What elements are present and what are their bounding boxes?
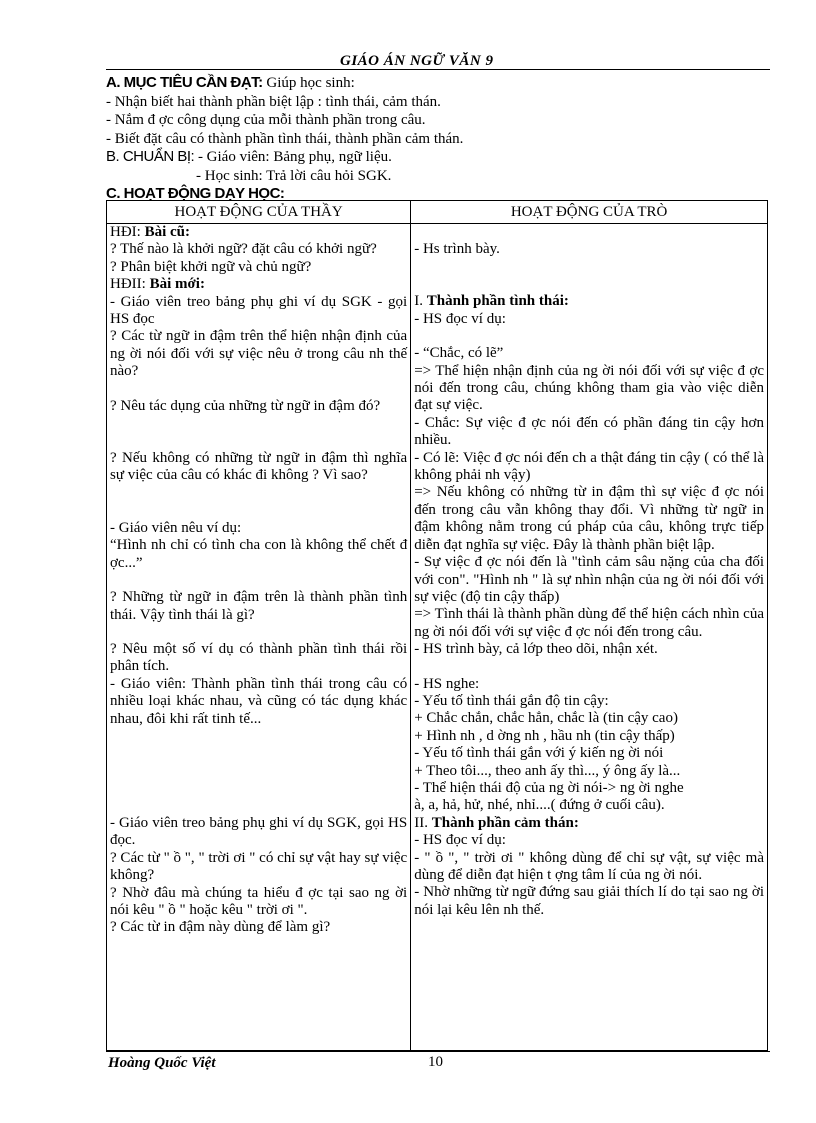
teacher-question: ? Nêu tác dụng của những từ ngữ in đậm đó?	[110, 397, 381, 414]
student-response: => Thể hiện nhận định của ng ời nói đối với sự việc đ ợc nói đến trong câu, chúng không tham gia vào việc diễn đạt sự việc.	[414, 362, 764, 414]
teacher-question: ? Nếu không có những từ ngữ in đậm thì nghĩa sự việc của câu có khác đi không ? Vì sao?	[110, 450, 408, 484]
preparation-teacher: - Giáo viên: Bảng phụ, ngữ liệu.	[197, 149, 392, 165]
table-header-row	[107, 201, 768, 224]
table-body-row	[107, 224, 768, 1051]
student-response: => Tình thái là thành phần dùng để thể hiện cách nhìn của ng ời nói đối với sự việc đ ợc nói đến trong câu.	[414, 606, 764, 640]
teacher-question: ? Thế nào là khởi ngữ? đặt câu có khởi ngữ?	[110, 241, 377, 258]
objectives-line	[106, 74, 770, 93]
footer-author: Hoàng Quốc Việt	[108, 1055, 216, 1071]
objectives-heading: A. MỤC TIÊU CẦN ĐẠT:	[106, 74, 263, 91]
student-response: - “Chắc, có lẽ”	[414, 345, 504, 362]
preparation-heading: B. CHUẨN BỊ:	[106, 148, 195, 165]
objectives-text: Giúp học sinh:	[266, 75, 355, 91]
teacher-column	[107, 224, 411, 1051]
teacher-question: ? Nêu một số ví dụ có thành phần tình thái rồi phân tích.	[110, 640, 408, 675]
teacher-question: ? Những từ ngữ in đậm trên là thành phần tình thái. Vậy tình thái là gì?	[110, 589, 408, 623]
student-column	[411, 224, 768, 1051]
header-rule	[106, 69, 770, 70]
student-response: - Thể hiện thái độ của ng ời nói-> ng ời nghe	[414, 779, 684, 796]
student-response: + Chắc chắn, chắc hẳn, chắc là (tin cậy cao)	[414, 710, 678, 727]
student-response: - " ồ ", " trời ơi " không dùng để chỉ sự vật, sự việc mà dùng để diễn đạt hiện t ợng tâm lí của ng ời nói.	[414, 849, 764, 883]
student-response: - HS trình bày, cả lớp theo dõi, nhận xét.	[414, 641, 658, 658]
intro-section	[106, 74, 770, 204]
footer-rule	[106, 1051, 770, 1052]
teacher-question: ? Nhờ đâu mà chúng ta hiểu đ ợc tại sao ng ời nói kêu " ồ " hoặc kêu " trời ơi ".	[110, 884, 408, 918]
objective-item: - Biết đặt câu có thành phần tình thái, thành phần cảm thán.	[106, 130, 464, 147]
teacher-question: ? Các từ in đậm này dùng để làm gì?	[110, 919, 331, 936]
section-1-heading: I. Thành phần tình thái:	[414, 293, 569, 310]
student-column-header: HOẠT ĐỘNG CỦA TRÒ	[411, 201, 768, 224]
objective-item: - Nắm đ ợc công dụng của mỗi thành phần trong câu.	[106, 112, 426, 128]
student-response: - HS đọc ví dụ:	[414, 832, 506, 849]
student-response: + Hình nh , d ờng nh , hầu nh (tin cậy thấp)	[414, 727, 675, 744]
teacher-instruction: - Giáo viên nêu ví dụ:	[110, 519, 242, 536]
teacher-question: ? Phân biệt khởi ngữ và chủ ngữ?	[110, 258, 312, 275]
student-response: - Hs trình bày.	[414, 241, 500, 257]
student-response: - Yếu tố tình thái gắn với ý kiến ng ời nói	[414, 745, 664, 762]
objective-item: - Nhận biết hai thành phần biệt lập : tình thái, cảm thán.	[106, 93, 441, 110]
activity-1-heading: HĐI: Bài cũ:	[110, 224, 190, 240]
page-header-title: GIÁO ÁN NGỮ VĂN 9	[340, 53, 494, 69]
student-response: - HS nghe:	[414, 675, 480, 692]
student-response: - Sự việc đ ợc nói đến là "tình cảm sâu nặng của cha đối với con". "Hình nh " là sự nhìn nhận của ng ời nói đối với sự việc (độ tin cậy thấp)	[414, 554, 764, 605]
preparation-student: - Học sinh: Trả lời câu hỏi SGK.	[196, 167, 392, 184]
student-response: => Nếu không có những từ in đậm thì sự việc đ ợc nói đến trong câu vẫn không thay đổi. Vì những từ ngữ in đậm không nằm trong cú pháp của câu, không trực tiếp diễn đạt nghĩa sự việc. Đây là thành phần biệt lập.	[414, 484, 764, 553]
example-quote: “Hình nh chỉ có tình cha con là không thể chết đ ợc...”	[110, 537, 408, 571]
activity-2-heading: HĐII: Bài mới:	[110, 276, 205, 293]
teacher-column-header: HOẠT ĐỘNG CỦA THẦY	[107, 201, 411, 224]
student-response: à, a, hả, hử, nhé, nhỉ....( đứng ở cuối câu).	[414, 797, 665, 814]
teacher-question: ? Các từ ngữ in đậm trên thể hiện nhận định của ng ời nói đối với sự việc nêu ở trong câu nh thế nào?	[110, 328, 408, 380]
section-2-heading: II. Thành phần cảm thán:	[414, 814, 579, 831]
student-response: - Có lẽ: Việc đ ợc nói đến ch a thật đáng tin cậy ( có thể là không phải nh vậy)	[414, 449, 764, 484]
student-response: + Theo tôi..., theo anh ấy thì..., ý ông ấy là...	[414, 762, 681, 779]
student-response: - HS đọc ví dụ:	[414, 310, 506, 327]
student-response: - Nhờ những từ ngữ đứng sau giải thích lí do tại sao ng ời nói lại kêu lên nh thế.	[414, 884, 764, 918]
preparation-line	[106, 148, 770, 167]
lesson-table	[106, 200, 768, 1051]
page-number: 10	[428, 1054, 443, 1070]
student-response: - Yếu tố tình thái gắn độ tin cậy:	[414, 692, 609, 709]
student-response: - Chắc: Sự việc đ ợc nói đến có phần đáng tin cậy hơn nhiều.	[414, 414, 764, 449]
teacher-instruction: - Giáo viên treo bảng phụ ghi ví dụ SGK, gọi HS đọc.	[110, 814, 408, 849]
teacher-explanation: - Giáo viên: Thành phần tình thái trong câu có nhiều loại khác nhau, và cũng có tác dụng khác nhau, đôi khi rất tinh tế...	[110, 675, 408, 727]
activities-heading: C. HOẠT ĐỘNG DẠY HỌC:	[106, 185, 285, 202]
teacher-question: ? Các từ " ồ ", " trời ơi " có chỉ sự vật hay sự việc không?	[110, 849, 408, 884]
teacher-instruction: - Giáo viên treo bảng phụ ghi ví dụ SGK - gọi HS đọc	[110, 293, 408, 328]
